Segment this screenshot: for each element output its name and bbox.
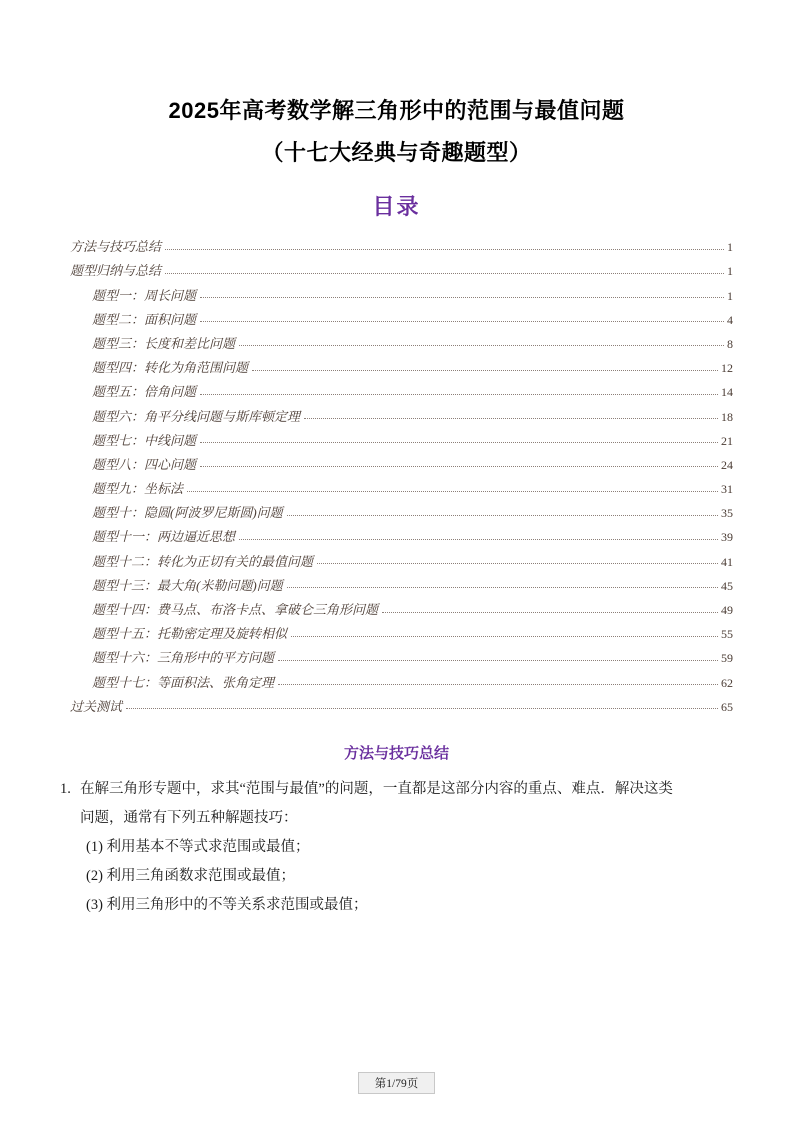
toc-leader-dots	[382, 612, 718, 613]
page-number-badge: 第1/79页	[358, 1072, 435, 1094]
toc-entry-page: 1	[727, 240, 733, 255]
title-block	[60, 0, 733, 174]
toc-entry-page: 14	[721, 385, 733, 400]
toc-leader-dots	[126, 708, 718, 709]
toc-entry-label: 题型二：面积问题	[92, 311, 197, 327]
toc-entry[interactable]	[60, 356, 733, 380]
toc-entry-label: 题型十四：费马点、布洛卡点、拿破仑三角形问题	[92, 602, 379, 617]
numbered-paragraph	[60, 775, 733, 804]
toc-leader-dots	[165, 273, 724, 274]
toc-leader-dots	[200, 297, 724, 298]
toc-entry-page: 41	[721, 554, 733, 569]
toc-entry-label: 过关测试	[70, 698, 123, 714]
toc-entry-label: 题型十三：最大角(米勒问题)问题	[92, 577, 283, 593]
toc-entry-label: 方法与技巧总结	[70, 239, 162, 255]
toc-entry-page: 4	[727, 312, 733, 327]
toc-leader-dots	[239, 345, 724, 346]
toc-entry[interactable]	[60, 670, 733, 694]
toc-leader-dots	[287, 587, 718, 588]
toc-entry-page: 49	[721, 603, 733, 617]
toc-entry[interactable]	[60, 549, 733, 573]
toc-entry-page: 24	[721, 457, 733, 472]
toc-leader-dots	[165, 249, 724, 250]
list-number: 1.	[60, 781, 71, 798]
toc-leader-dots	[200, 394, 718, 395]
toc-leader-dots	[291, 636, 718, 637]
toc-entry-label: 题型八：四心问题	[92, 456, 197, 472]
document-title-line-1: 2025年高考数学解三角形中的范围与最值问题	[168, 98, 625, 123]
toc-entry-page: 12	[721, 361, 733, 376]
toc-entry-label: 题型四：转化为角范围问题	[92, 360, 249, 376]
toc-entry[interactable]	[60, 404, 733, 428]
toc-entry[interactable]	[60, 573, 733, 597]
toc-entry-label: 题型十七：等面积法、张角定理	[92, 674, 275, 690]
toc-entry-label: 题型三：长度和差比问题	[92, 335, 236, 351]
toc-entry-page: 1	[727, 288, 733, 303]
toc-entry-page: 62	[721, 675, 733, 690]
toc-entry-page: 31	[721, 482, 733, 497]
body-content	[60, 775, 733, 920]
toc-entry-page: 45	[721, 578, 733, 593]
sub-list-item: (3) 利用三角形中的不等关系求范围或最值；	[86, 897, 368, 914]
toc-entry[interactable]	[60, 380, 733, 404]
toc-leader-dots	[187, 491, 718, 492]
toc-entry-page: 39	[721, 530, 733, 545]
toc-entry[interactable]	[60, 646, 733, 670]
toc-entry[interactable]	[60, 452, 733, 476]
toc-entry-page: 35	[721, 506, 733, 521]
toc-entry-page: 18	[721, 409, 733, 424]
page-footer	[0, 1072, 793, 1094]
toc-entry[interactable]	[60, 501, 733, 525]
toc-entry[interactable]	[60, 694, 733, 718]
toc-entry-label: 题型一：周长问题	[92, 287, 197, 303]
toc-entry-label: 题型十二：转化为正切有关的最值问题	[92, 553, 314, 569]
toc-entry[interactable]	[60, 235, 733, 259]
toc-entry-label: 题型六：角平分线问题与斯库顿定理	[92, 408, 301, 424]
toc-leader-dots	[239, 539, 718, 540]
toc-leader-dots	[200, 466, 718, 467]
toc-entry-page: 1	[727, 264, 733, 279]
toc-entry[interactable]	[60, 259, 733, 283]
toc-entry-page: 21	[721, 433, 733, 448]
table-of-contents	[60, 235, 733, 719]
toc-leader-dots	[287, 515, 718, 516]
toc-entry-label: 题型五：倍角问题	[92, 384, 197, 400]
paragraph-text: 在解三角形专题中，求其“范围与最值”的问题，一直都是这部分内容的重点、难点．解决这类	[80, 781, 673, 798]
paragraph-continuation: 问题，通常有下列五种解题技巧：	[80, 810, 298, 827]
toc-leader-dots	[200, 321, 724, 322]
toc-entry-label: 题型九：坐标法	[92, 481, 184, 497]
toc-entry[interactable]	[60, 331, 733, 355]
section-heading: 方法与技巧总结	[343, 745, 449, 763]
toc-heading: 目录	[372, 193, 421, 219]
sub-list-item: (1) 利用基本不等式求范围或最值；	[86, 839, 310, 856]
toc-entry-page: 8	[727, 336, 733, 351]
toc-entry[interactable]	[60, 283, 733, 307]
toc-leader-dots	[278, 684, 718, 685]
toc-entry[interactable]	[60, 307, 733, 331]
toc-entry-page: 65	[721, 699, 733, 714]
toc-entry-label: 题型十：隐圆(阿波罗尼斯圆)问题	[92, 505, 283, 521]
toc-entry-page: 59	[721, 651, 733, 666]
toc-entry[interactable]	[60, 622, 733, 646]
toc-leader-dots	[304, 418, 718, 419]
document-title-line-2: （十七大经典与奇趣题型）	[261, 139, 532, 165]
toc-leader-dots	[317, 563, 718, 564]
toc-leader-dots	[278, 660, 718, 661]
toc-entry[interactable]	[60, 525, 733, 549]
toc-entry[interactable]	[60, 597, 733, 621]
toc-entry-label: 题型十六：三角形中的平方问题	[92, 650, 275, 666]
sub-list-item: (2) 利用三角函数求范围或最值；	[86, 868, 296, 885]
toc-leader-dots	[200, 442, 718, 443]
toc-entry-page: 55	[721, 627, 733, 642]
toc-entry[interactable]	[60, 476, 733, 500]
toc-entry-label: 题型七：中线问题	[92, 432, 197, 448]
toc-entry-label: 题型归纳与总结	[70, 263, 162, 279]
toc-leader-dots	[252, 370, 718, 371]
toc-entry[interactable]	[60, 428, 733, 452]
toc-entry-label: 题型十五：托勒密定理及旋转相似	[92, 626, 288, 642]
toc-entry-label: 题型十一：两边逼近思想	[92, 529, 236, 545]
